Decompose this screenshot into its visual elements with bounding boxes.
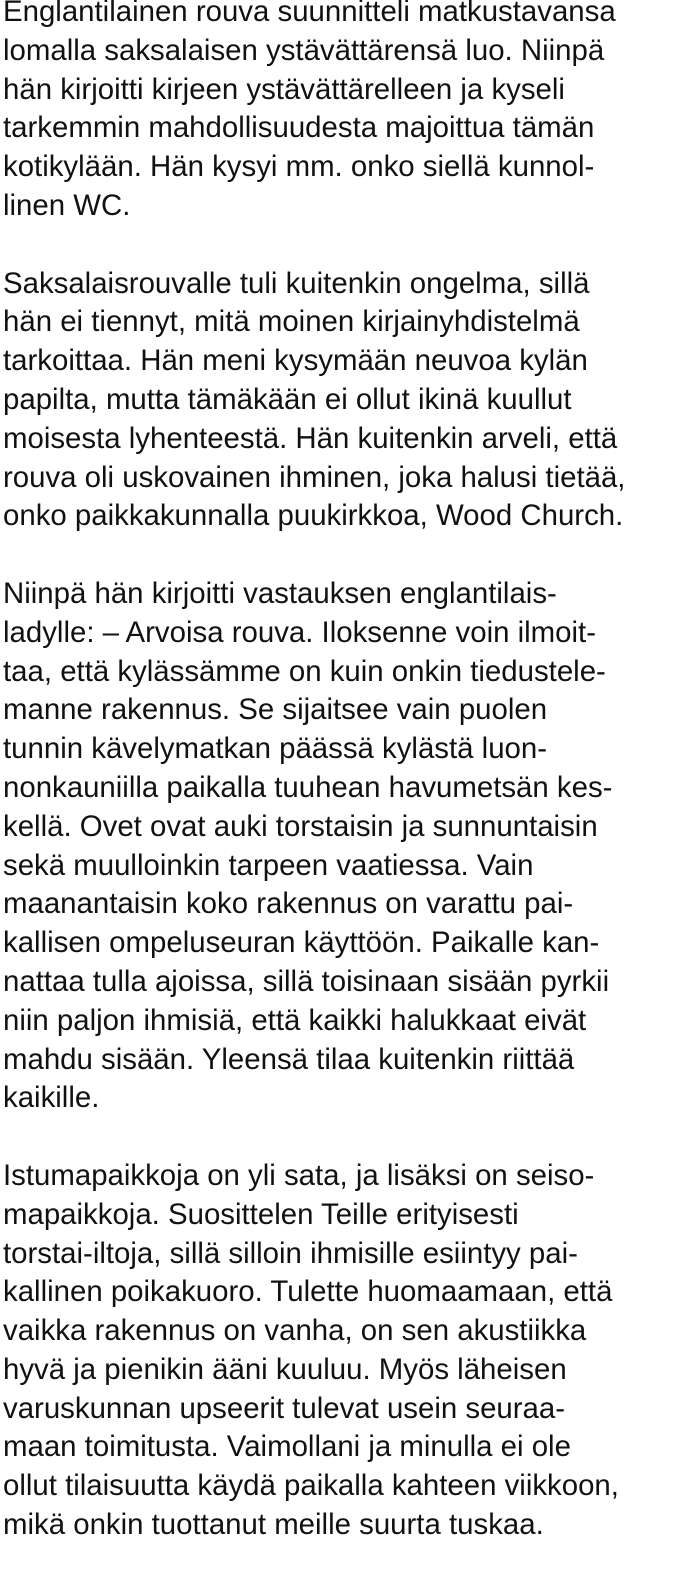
text-line: kaikille. <box>3 1081 100 1115</box>
paragraph <box>3 0 699 226</box>
text-line: tunnin kävelymatkan päässä kylästä luon- <box>3 732 548 766</box>
text-line: kellä. Ovet ovat auki torstaisin ja sunnuntaisin <box>3 809 598 843</box>
text-line: Niinpä hän kirjoitti vastauksen englantilais- <box>3 576 557 610</box>
text-line: mapaikkoja. Suosittelen Teille erityisesti <box>3 1197 519 1231</box>
paragraph <box>3 265 699 537</box>
text-line: hyvä ja pienikin ääni kuuluu. Myös läheisen <box>3 1352 567 1386</box>
text-line: niin paljon ihmisiä, että kaikki halukkaat eivät <box>3 1003 587 1037</box>
text-line: manne rakennus. Se sijaitsee vain puolen <box>3 693 548 727</box>
text-line: sekä muulloinkin tarpeen vaatiessa. Vain <box>3 848 534 882</box>
text-line: nonkauniilla paikalla tuuhean havumetsän kes- <box>3 770 613 804</box>
text-line: torstai-iltoja, sillä silloin ihmisille esiintyy pai- <box>3 1236 578 1270</box>
text-line: lomalla saksalaisen ystävättärensä luo. Niinpä <box>3 33 605 67</box>
text-line: linen WC. <box>3 188 131 222</box>
text-line: moisesta lyhenteestä. Hän kuitenkin arveli, että <box>3 421 618 455</box>
text-line: kallisen ompeluseuran käyttöön. Paikalle kan- <box>3 926 600 960</box>
text-line: nattaa tulla ajoissa, sillä toisinaan sisään pyrkii <box>3 964 610 998</box>
text-line: Istumapaikkoja on yli sata, ja lisäksi on seiso- <box>3 1158 595 1192</box>
text-line: taa, että kylässämme on kuin onkin tiedustele- <box>3 654 606 688</box>
document-page <box>3 0 699 1545</box>
text-line: mahdu sisään. Yleensä tilaa kuitenkin riittää <box>3 1042 575 1076</box>
text-line: kotikylään. Hän kysyi mm. onko siellä kunnol- <box>3 150 595 184</box>
text-line: papilta, mutta tämäkään ei ollut ikinä kuullut <box>3 382 572 416</box>
text-line: tarkoittaa. Hän meni kysymään neuvoa kylän <box>3 344 588 378</box>
text-line: varuskunnan upseerit tulevat usein seuraa- <box>3 1391 566 1425</box>
text-line: onko paikkakunnalla puukirkkoa, Wood Church. <box>3 499 624 533</box>
text-line: vaikka rakennus on vanha, on sen akustiikka <box>3 1314 587 1348</box>
text-line: rouva oli uskovainen ihminen, joka halusi tietää, <box>3 460 626 494</box>
text-line: maan toimitusta. Vaimollani ja minulla ei ole <box>3 1430 571 1464</box>
text-line: ollut tilaisuutta käydä paikalla kahteen viikkoon, <box>3 1469 619 1503</box>
text-line: Saksalaisrouvalle tuli kuitenkin ongelma, sillä <box>3 266 590 300</box>
paragraph <box>3 575 699 1118</box>
text-line: Englantilainen rouva suunnitteli matkustavansa <box>3 0 616 28</box>
text-line: mikä onkin tuottanut meille suurta tuskaa. <box>3 1508 544 1542</box>
text-line: hän ei tiennyt, mitä moinen kirjainyhdistelmä <box>3 305 580 339</box>
text-line: tarkemmin mahdollisuudesta majoittua tämän <box>3 111 595 145</box>
text-line: kallinen poikakuoro. Tulette huomaamaan, että <box>3 1275 613 1309</box>
paragraph <box>3 1157 699 1545</box>
text-line: hän kirjoitti kirjeen ystävättärelleen ja kyseli <box>3 72 565 106</box>
text-line: maanantaisin koko rakennus on varattu pai- <box>3 887 574 921</box>
text-line: ladylle: – Arvoisa rouva. Iloksenne voin ilmoit- <box>3 615 596 649</box>
